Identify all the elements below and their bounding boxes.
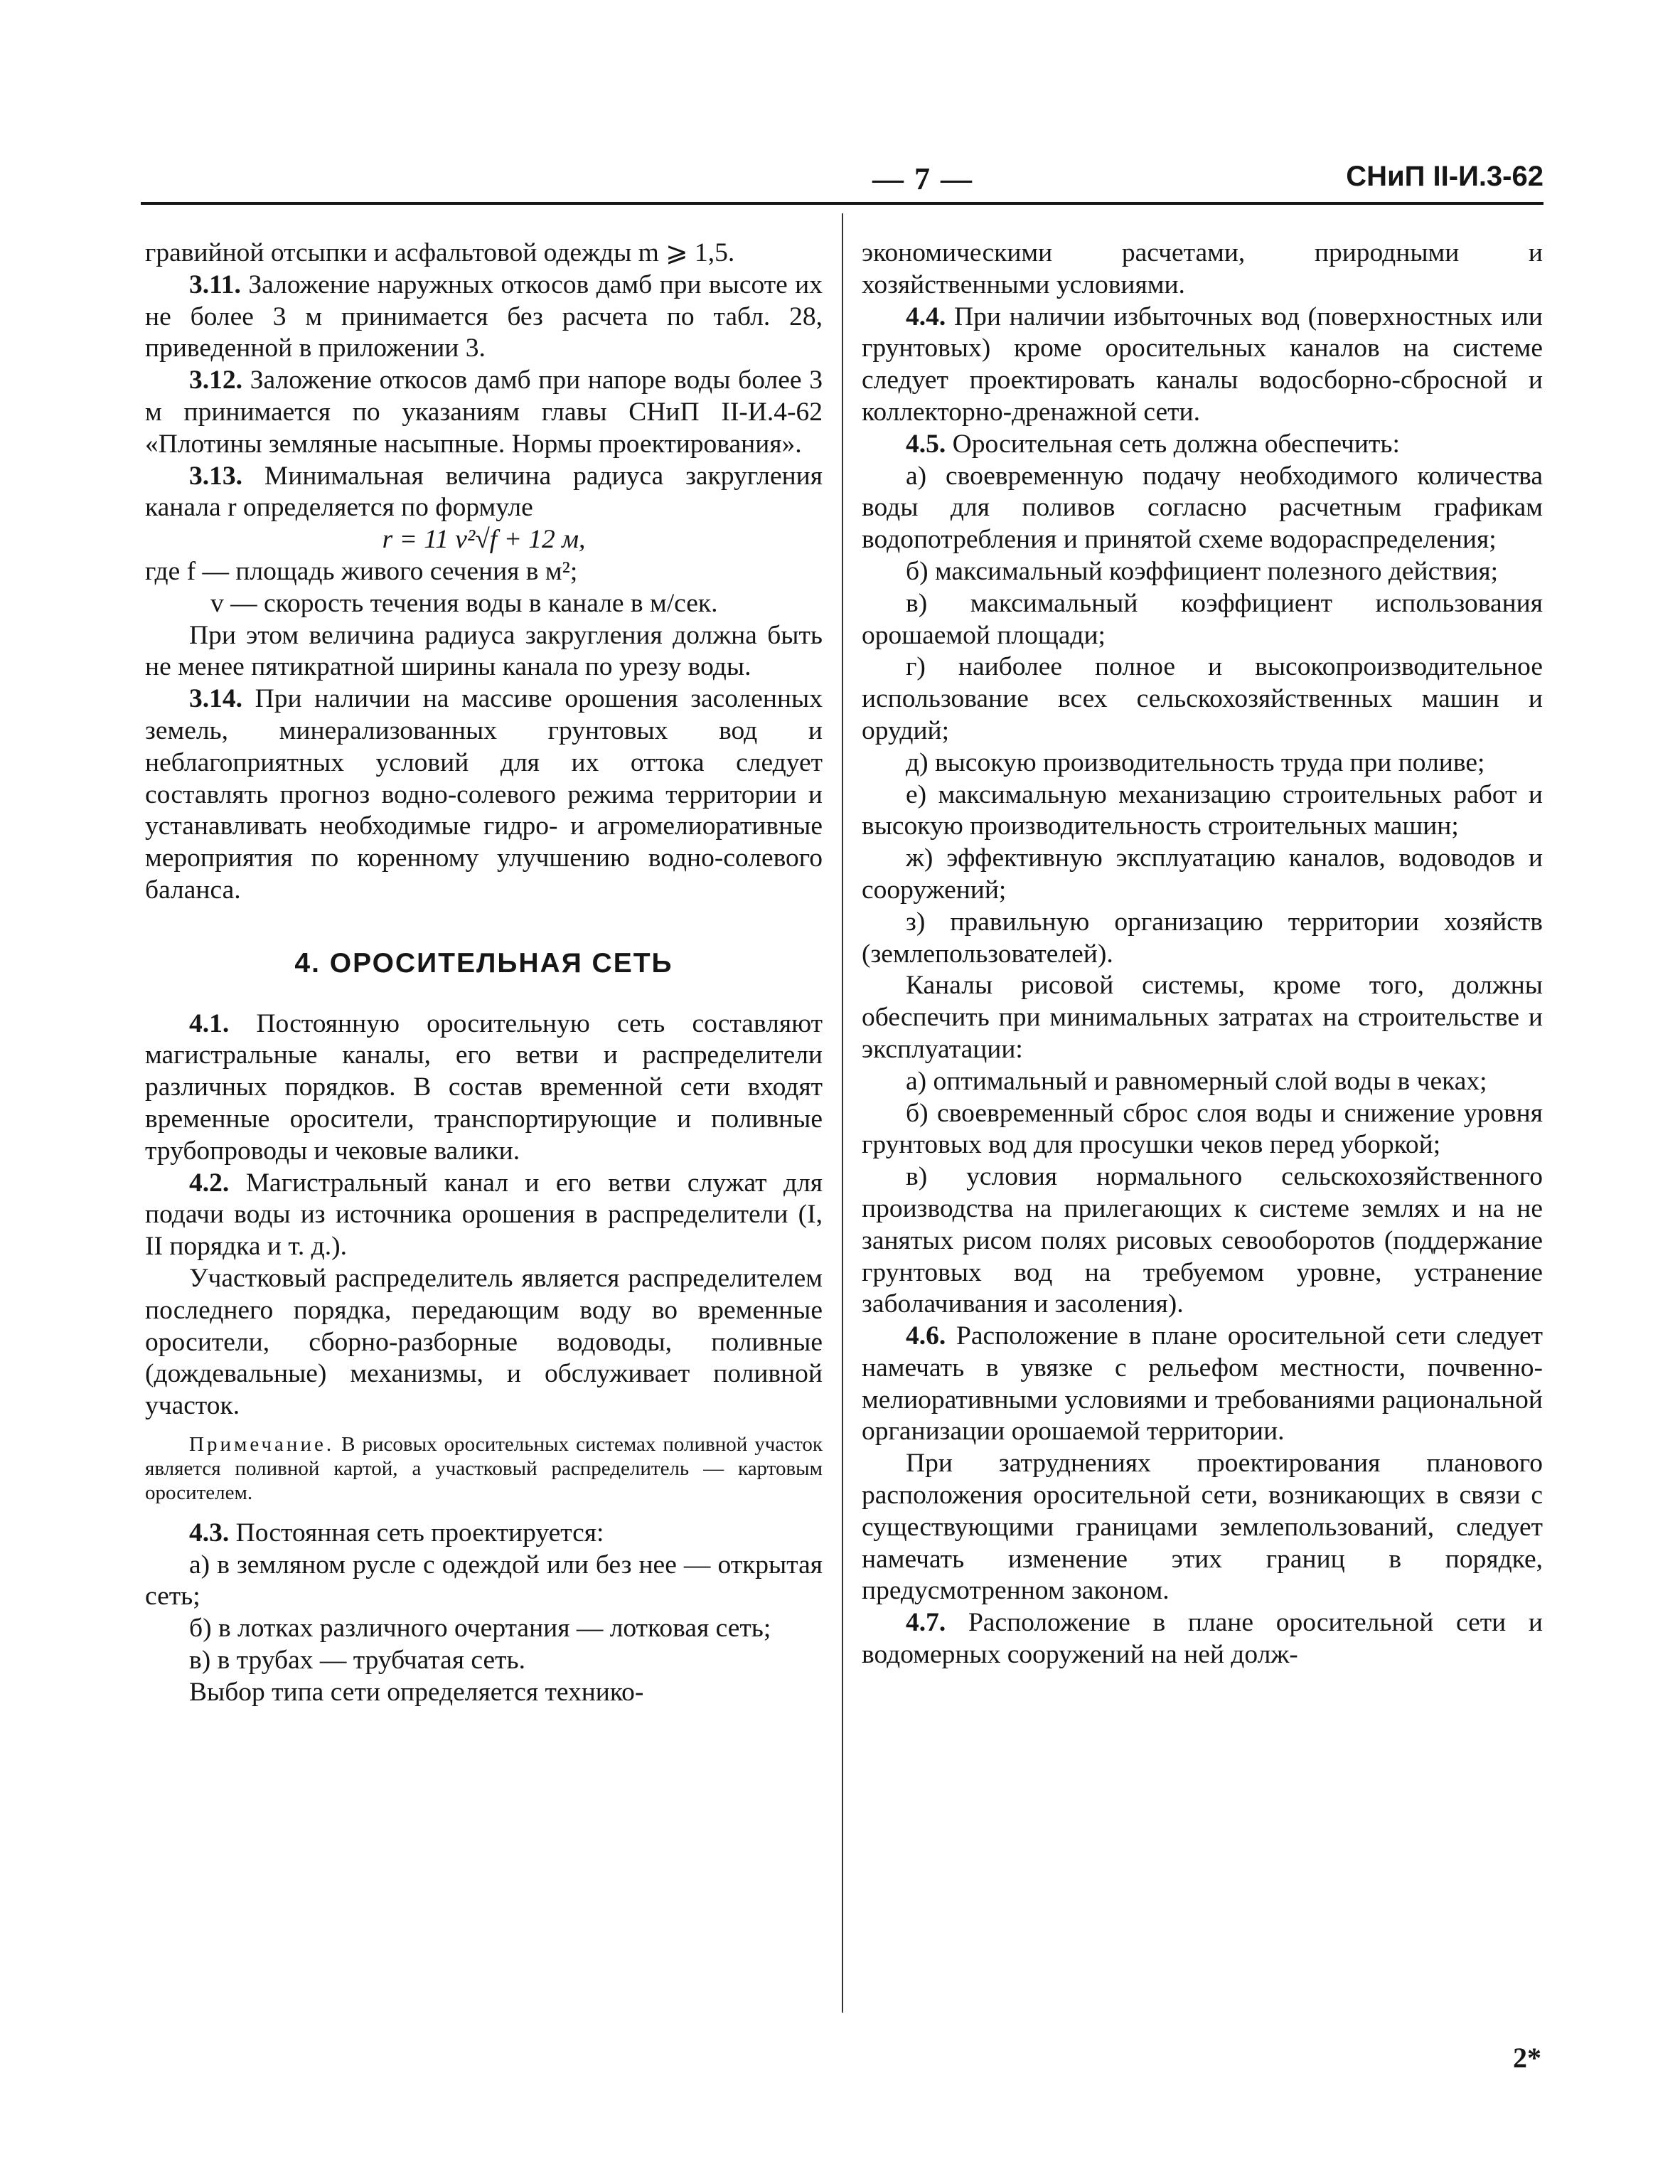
- formula-where-f: где f — площадь живого сечения в м²;: [145, 556, 578, 586]
- clause-number: 3.12.: [189, 366, 242, 395]
- signature-mark: 2*: [1513, 2042, 1541, 2074]
- clause-text: Заложение откосов дамб при напоре воды более 3 м принимается по указаниям главы СНиП II-И.4-62 «Плотины земляные насыпные. Нормы проектирования».: [145, 366, 823, 459]
- radius-formula: r = 11 v²√f + 12 м,: [382, 525, 586, 555]
- note: [145, 1432, 823, 1505]
- paragraph: Участковый распределитель является распределителем последнего порядка, передающим воду во временные оросители, сборно-разборные водоводы, поливные (дождевальные) механизмы, и обслуживает поливной участок.: [145, 1263, 823, 1421]
- clause-4-5: [862, 429, 1543, 461]
- paragraph: При затруднениях проектирования планового расположения оросительной сети, возникающих в связи с существующими границами землепользований, следует намечать изменение этих границ в порядке, предусмотренном законом.: [862, 1449, 1543, 1606]
- clause-text: Магистральный канал и его ветви служат для подачи воды из источника орошения в распределители (I, II порядка и т. д.).: [145, 1168, 823, 1262]
- document-code: СНиП II-И.3-62: [1346, 161, 1543, 192]
- clause-3-13: [145, 461, 823, 525]
- clause-4-2: [145, 1168, 823, 1263]
- list-item: б) в лотках различного очертания — лотковая сеть;: [189, 1614, 771, 1644]
- page-number: — 7 —: [872, 161, 973, 196]
- header-rule: [141, 202, 1543, 205]
- clause-text: Оросительная сеть должна обеспечить:: [946, 429, 1400, 459]
- clause-4-1: [145, 1008, 823, 1168]
- section-heading: 4. ОРОСИТЕЛЬНАЯ СЕТЬ: [294, 947, 673, 979]
- list-item: г) наиболее полное и высокопроизводительное использование всех сельскохозяйственных машин и орудий;: [862, 652, 1543, 745]
- clause-4-6: [862, 1321, 1543, 1448]
- list-item: в) в трубах — трубчатая сеть.: [189, 1646, 525, 1676]
- clause-4-4: [862, 302, 1543, 429]
- clause-text: Постоянную оросительную сеть составляют магистральные каналы, его ветви и распределители различных порядков. В состав временной сети входят временные оросители, транспортирующие и поливные трубопроводы и чековые валики.: [145, 1008, 823, 1166]
- paragraph-continued: гравийной отсыпки и асфальтовой одежды m ⩾ 1,5.: [145, 238, 735, 267]
- list-item: е) максимальную механизацию строительных работ и высокую производительность строительных машин;: [862, 779, 1543, 841]
- list-item: ж) эффективную эксплуатацию каналов, водоводов и сооружений;: [862, 843, 1543, 905]
- clause-text: Расположение в плане оросительной сети следует намечать в увязке с рельефом местности, почвенно-мелиоративными условиями и требованиями рациональной организации орошаемой территории.: [862, 1321, 1543, 1447]
- list-item: д) высокую производительность труда при поливе;: [906, 747, 1485, 777]
- right-column: [862, 238, 1543, 1671]
- clause-number: 4.2.: [189, 1168, 230, 1198]
- clause-number: 4.4.: [906, 302, 946, 331]
- paragraph: Каналы рисовой системы, кроме того, должны обеспечить при минимальных затратах на строительстве и эксплуатации:: [862, 971, 1543, 1064]
- clause-number: 4.7.: [906, 1608, 946, 1638]
- clause-number: 4.5.: [906, 429, 946, 459]
- list-item: а) своевременную подачу необходимого количества воды для поливов согласно расчетным графикам водопотребления и принятой схеме водораспределения;: [862, 461, 1543, 555]
- list-item: б) своевременный сброс слоя воды и снижение уровня грунтовых вод для просушки чеков перед уборкой;: [862, 1098, 1543, 1160]
- clause-text: При наличии на массиве орошения засоленных земель, минерализованных грунтовых вод и неблагоприятных условий для их оттока следует составлять прогноз водно-солевого режима территории и устанавливать необходимые гидро- и агромелиоративные мероприятия по коренному улучшению водно-солевого баланса.: [145, 684, 823, 905]
- clause-number: 4.6.: [906, 1321, 946, 1351]
- column-divider: [842, 213, 843, 2013]
- list-item: в) максимальный коэффициент использования орошаемой площади;: [862, 588, 1543, 650]
- clause-4-7: [862, 1607, 1543, 1671]
- clause-4-3: [145, 1518, 823, 1550]
- clause-text: Постоянная сеть проектируется:: [229, 1518, 604, 1548]
- left-column: [145, 238, 823, 1709]
- clause-number: 4.1.: [189, 1008, 230, 1038]
- note-label: Примечание.: [189, 1432, 335, 1456]
- clause-3-12: [145, 365, 823, 460]
- clause-text: При наличии избыточных вод (поверхностных или грунтовых) кроме оросительных каналов на системе следует проектировать каналы водосборно-сбросной и коллекторно-дренажной сети.: [862, 302, 1543, 427]
- clause-text: Заложение наружных откосов дамб при высоте их не более 3 м принимается без расчета по табл. 28, приведенной в приложении 3.: [145, 270, 823, 363]
- list-item: з) правильную организацию территории хозяйств (землепользователей).: [862, 907, 1543, 969]
- clause-text: Минимальная величина радиуса закругления канала r определяется по формуле: [145, 461, 823, 523]
- note-text: В рисовых оросительных системах поливной участок является поливной картой, а участковый распределитель — картовым оросителем.: [145, 1432, 823, 1504]
- clause-3-14: [145, 683, 823, 907]
- paragraph: При этом величина радиуса закругления должна быть не менее пятикратной ширины канала по урезу воды.: [145, 620, 823, 682]
- clause-number: 3.13.: [189, 461, 242, 491]
- clause-number: 3.14.: [189, 684, 242, 714]
- paragraph: Выбор типа сети определяется технико-: [189, 1677, 644, 1707]
- list-item: б) максимальный коэффициент полезного действия;: [906, 556, 1499, 586]
- clause-text: Расположение в плане оросительной сети и водомерных сооружений на ней долж-: [862, 1608, 1543, 1670]
- paragraph-continued: экономическими расчетами, природными и хозяйственными условиями.: [862, 238, 1543, 299]
- list-item: в) условия нормального сельскохозяйственного производства на прилегающих к системе землях и на не занятых рисом полях рисовых севооборотов (поддержание грунтовых вод на требуемом уровне, устранение заболачивания и засоления).: [862, 1162, 1543, 1319]
- page-header: [141, 161, 1543, 206]
- formula-where-v: v — скорость течения воды в канале в м/сек.: [210, 588, 718, 618]
- clause-number: 3.11.: [189, 270, 241, 299]
- list-item: а) в земляном русле с одеждой или без нее — открытая сеть;: [145, 1550, 823, 1612]
- list-item: а) оптимальный и равномерный слой воды в чеках;: [906, 1066, 1487, 1096]
- clause-number: 4.3.: [189, 1518, 230, 1548]
- clause-3-11: [145, 270, 823, 365]
